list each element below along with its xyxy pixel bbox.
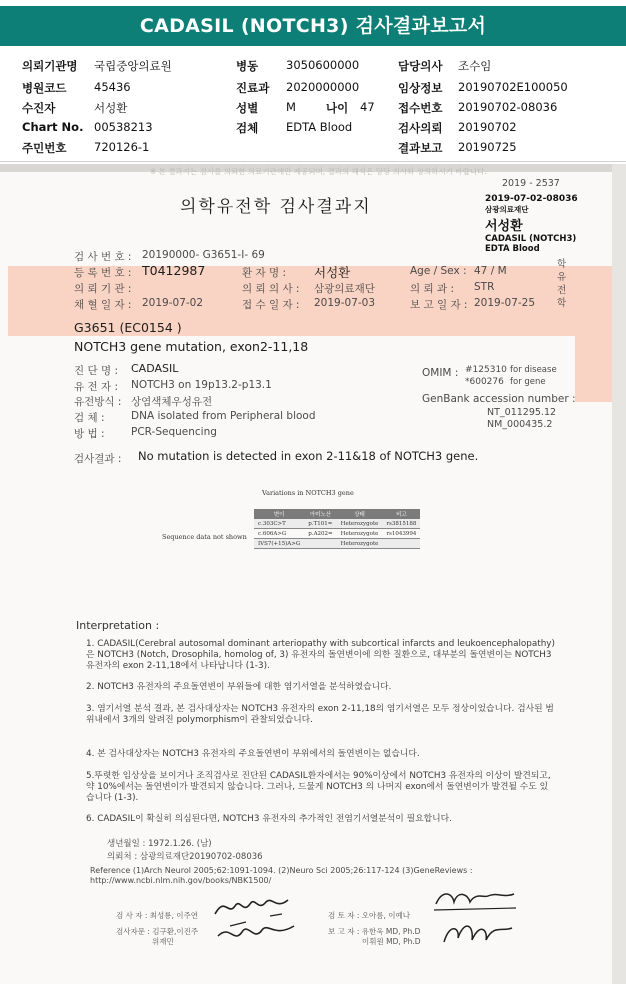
header-field-label: Chart No. — [22, 120, 84, 134]
interpretation-item: 2. NOTCH3 유전자의 주요돌연변이 부위들에 대한 염기서열을 분석하였습니다. — [86, 682, 392, 692]
handwritten-signature-2 — [424, 884, 524, 950]
header-field-label: 수진자 — [22, 101, 56, 115]
header-field-label: 접수번호 — [398, 101, 443, 115]
variant-table-cell: p.T101= — [304, 519, 336, 529]
report-date: 2019-07-25 — [474, 297, 536, 309]
collect-label: 채 혈 일 자 : — [74, 299, 132, 311]
variant-table-header: 상태 — [337, 509, 383, 519]
variant-table-cell — [304, 539, 336, 549]
interpretation-item: 5.뚜렷한 임상상을 보이거나 조직검사로 진단된 CADASIL환자에서는 90%이상에서 NOTCH3 유전자의 이상이 발견되고, 약 10%에서는 돌연변이가 발견되지 않습니다. 그러나, 드물게 NOTCH3 의 나머지 exon에서 돌연변이가 발견될 수도 있습니다 (1-3). — [86, 771, 551, 803]
variant-table-header: 변이 — [254, 509, 304, 519]
variant-table-cell: c.606A>G — [254, 529, 304, 539]
report-title: CADASIL (NOTCH3) 검사결과보고서 — [139, 15, 487, 37]
interpretation-item: 1. CADASIL(Cerebral autosomal dominant arteriopathy with subcortical infarcts and leukoencephalopathy)은 NOTCH3 (Notch, Drosophila, homolog of, 3) 유전자의 돌연변이에 의한 질환으로, 대부분의 돌연변이는 NOTCH3 유전자의 exon 2-11,18에서 나타납니다 (1-3). — [86, 639, 555, 671]
age-sex-label: Age / Sex : — [410, 265, 467, 277]
requester-label: 의 뢰 의 사 : — [242, 283, 300, 295]
variant-table-cell: Heterozygote — [337, 529, 383, 539]
genbank-label: GenBank accession number : — [422, 393, 576, 405]
interpretation-title: Interpretation : — [76, 619, 160, 632]
result-text: No mutation is detected in exon 2-11&18 of NOTCH3 gene. — [138, 449, 479, 463]
interpretation-item: 3. 염기서열 분석 결과, 본 검사대상자는 NOTCH3 유전자의 exon 2-11,18의 염기서열은 모두 정상이었습니다. 검사된 범위내에서 3개의 알려진 polymorphism이 관찰되었습니다. — [86, 704, 554, 725]
age-sex: 47 / M — [474, 265, 507, 277]
header-field-label: 임상정보 — [398, 81, 443, 95]
variant-table-cell: rs3815188 — [382, 519, 420, 529]
header-field-label: 진료과 — [236, 81, 270, 95]
reg-no-label: 등 록 번 호 : — [74, 267, 132, 279]
side-stamp-char: 학 — [557, 259, 567, 270]
variant-table-cell: Heterozygote — [337, 519, 383, 529]
receive-label: 접 수 일 자 : — [242, 299, 300, 311]
omim-disease-note: for disease — [510, 365, 557, 375]
header-field-label: 담당의사 — [398, 59, 443, 73]
variant-table-row — [254, 519, 420, 529]
header-field-value: EDTA Blood — [286, 120, 353, 134]
variant-table-cell — [382, 539, 420, 549]
stamp-line5: EDTA Blood — [485, 244, 540, 254]
genbank-2: NM_000435.2 — [487, 419, 553, 430]
header-field-label: 병원코드 — [22, 81, 67, 95]
variations-caption: Variations in NOTCH3 gene — [262, 489, 354, 497]
side-stamp-char: 유 — [557, 272, 567, 283]
variant-table-cell: IVS7(+15)A>G — [254, 539, 304, 549]
header-field-value: 조수임 — [458, 59, 492, 73]
sig-label-advisor: 검사자문 : 김구환,이진주 — [116, 927, 199, 936]
variant-table-cell: rs1043994 — [382, 529, 420, 539]
variant-table — [254, 509, 420, 549]
header-field-value: M — [286, 100, 296, 114]
header-field-label: 나이 — [326, 101, 349, 115]
test-code: G3651 (EC0154 ) — [74, 320, 182, 335]
diag-label: 진 단 명 : — [74, 365, 118, 377]
side-stamp-char: 학 — [557, 298, 567, 309]
header-field-value: 2020000000 — [286, 80, 360, 94]
header-field-label: 검사의뢰 — [398, 121, 443, 135]
header-field-value: 720126-1 — [94, 140, 150, 154]
inherit: 상염색체우성유전 — [131, 396, 213, 408]
interpretation-item: 4. 본 검사대상자는 NOTCH3 유전자의 주요돌연변이 부위에서의 돌연변이는 없습니다. — [86, 749, 420, 759]
patient-label: 환 자 명 : — [242, 267, 286, 279]
header-field-value: 45436 — [94, 80, 131, 94]
sig-label-reporter-b: 이휘원 MD, Ph.D — [362, 937, 421, 946]
header-divider — [0, 161, 626, 162]
side-stamp-char: 전 — [557, 285, 567, 296]
exam-no: 20190000- G3651-I- 69 — [142, 249, 265, 261]
header-field-value: 3050600000 — [286, 58, 360, 72]
omim-gene: *600276 — [465, 377, 504, 387]
variant-table-row — [254, 529, 420, 539]
collect-date: 2019-07-02 — [142, 297, 204, 309]
omim-gene-note: for gene — [510, 377, 546, 387]
gene: NOTCH3 on 19p13.2-p13.1 — [131, 379, 272, 391]
interpretation-item: 6. CADASIL이 확실히 의심된다면, NOTCH3 유전자의 추가적인 전염기서열분석이 필요합니다. — [86, 814, 452, 824]
report-banner — [0, 6, 626, 46]
variant-table-cell: c.303C>T — [254, 519, 304, 529]
faded-notice: ※ 본 결과지는 검사를 의뢰한 의료기관에만 제공되며, 결과의 해석은 담당 의사와 상의하시기 바랍니다. — [150, 167, 487, 176]
receive-date: 2019-07-03 — [314, 297, 376, 309]
specimen: DNA isolated from Peripheral blood — [131, 410, 316, 422]
requester-line: 의뢰처 : 삼광의료재단20190702-08036 — [107, 852, 263, 862]
header-field-label: 성별 — [236, 101, 259, 115]
gene-label: 유 전 자 : — [74, 381, 118, 393]
stamp-line2: 삼광의료재단 — [485, 205, 529, 214]
test-name: NOTCH3 gene mutation, exon2-11,18 — [74, 339, 309, 354]
stamp-line3: 서성환 — [485, 219, 523, 234]
page-ref: 2019 - 2537 — [502, 178, 560, 189]
specimen-label: 검 체 : — [74, 412, 105, 424]
header-field-value: 47 — [360, 100, 375, 114]
header-field-value: 20190725 — [458, 140, 517, 154]
handwritten-signature-1 — [210, 886, 300, 950]
header-field-value: 서성환 — [94, 101, 128, 115]
exam-no-label: 검 사 번 호 : — [74, 251, 132, 263]
ward-label: 의 뢰 과 : — [410, 283, 454, 295]
variant-table-cell: Heterozygote — [337, 539, 383, 549]
variant-table-header: 아미노산 — [304, 509, 336, 519]
sample-stamp — [485, 194, 578, 254]
reg-no: T0412987 — [142, 263, 206, 278]
ward: STR — [474, 281, 495, 293]
variant-table-cell: p.A202= — [304, 529, 336, 539]
sig-label-reporter: 보 고 자 : 유한욱 MD, Ph.D — [328, 927, 421, 936]
side-stamp — [557, 258, 566, 310]
method-label: 방 법 : — [74, 428, 105, 440]
omim-label: OMIM : — [422, 367, 459, 379]
institution-label: 의 뢰 기 관 : — [74, 283, 132, 295]
header-field-label: 검체 — [236, 121, 259, 135]
header-field-value: 국립중앙의료원 — [94, 59, 172, 73]
header-field-label: 주민번호 — [22, 141, 67, 155]
sig-label-tester: 검 사 자 : 최성룡, 이주연 — [116, 911, 199, 920]
dob-line: 생년월일 : 1972.1.26. (남) — [107, 839, 212, 849]
method: PCR-Sequencing — [131, 426, 217, 438]
requester: 삼광의료재단 — [314, 283, 375, 295]
header-field-label: 의뢰기관명 — [22, 59, 78, 73]
report-label: 보 고 일 자 : — [410, 299, 468, 311]
header-field-label: 결과보고 — [398, 141, 443, 155]
sig-label-reviewer: 검 토 자 : 오아름, 이예나 — [328, 911, 411, 920]
reference: Reference (1)Arch Neurol 2005;62:1091-1094. (2)Neuro Sci 2005;26:117-124 (3)GeneReviews : http://www.ncbi.nlm.nih.gov/books/NBK1500/ — [90, 866, 473, 885]
omim-disease: #125310 — [465, 365, 507, 375]
doc-title: 의학유전학 검사결과지 — [180, 197, 372, 217]
header-field-label: 병동 — [236, 59, 259, 73]
sig-label-advisor-b: 위재민 — [152, 937, 174, 946]
highlight-band-side — [575, 332, 612, 402]
genbank-1: NT_011295.12 — [487, 407, 557, 418]
header-field-value: 20190702 — [458, 120, 517, 134]
header-field-value: 00538213 — [94, 120, 153, 134]
sequence-label: Sequence data not shown — [162, 533, 247, 541]
variant-table-header: 비고 — [382, 509, 420, 519]
stamp-line1: 2019-07-02-08036 — [485, 194, 578, 204]
scan-edge-right — [612, 164, 626, 984]
inherit-label: 유전방식 : — [74, 396, 122, 408]
scanned-report — [0, 164, 626, 984]
patient-name: 서성환 — [314, 265, 351, 280]
result-label: 검사결과 : — [74, 453, 122, 465]
header-field-value: 20190702-08036 — [458, 100, 558, 114]
variant-table-row — [254, 539, 420, 549]
header-field-value: 20190702E100050 — [458, 80, 568, 94]
diag: CADASIL — [131, 362, 179, 375]
stamp-line4: CADASIL (NOTCH3) — [485, 234, 577, 244]
